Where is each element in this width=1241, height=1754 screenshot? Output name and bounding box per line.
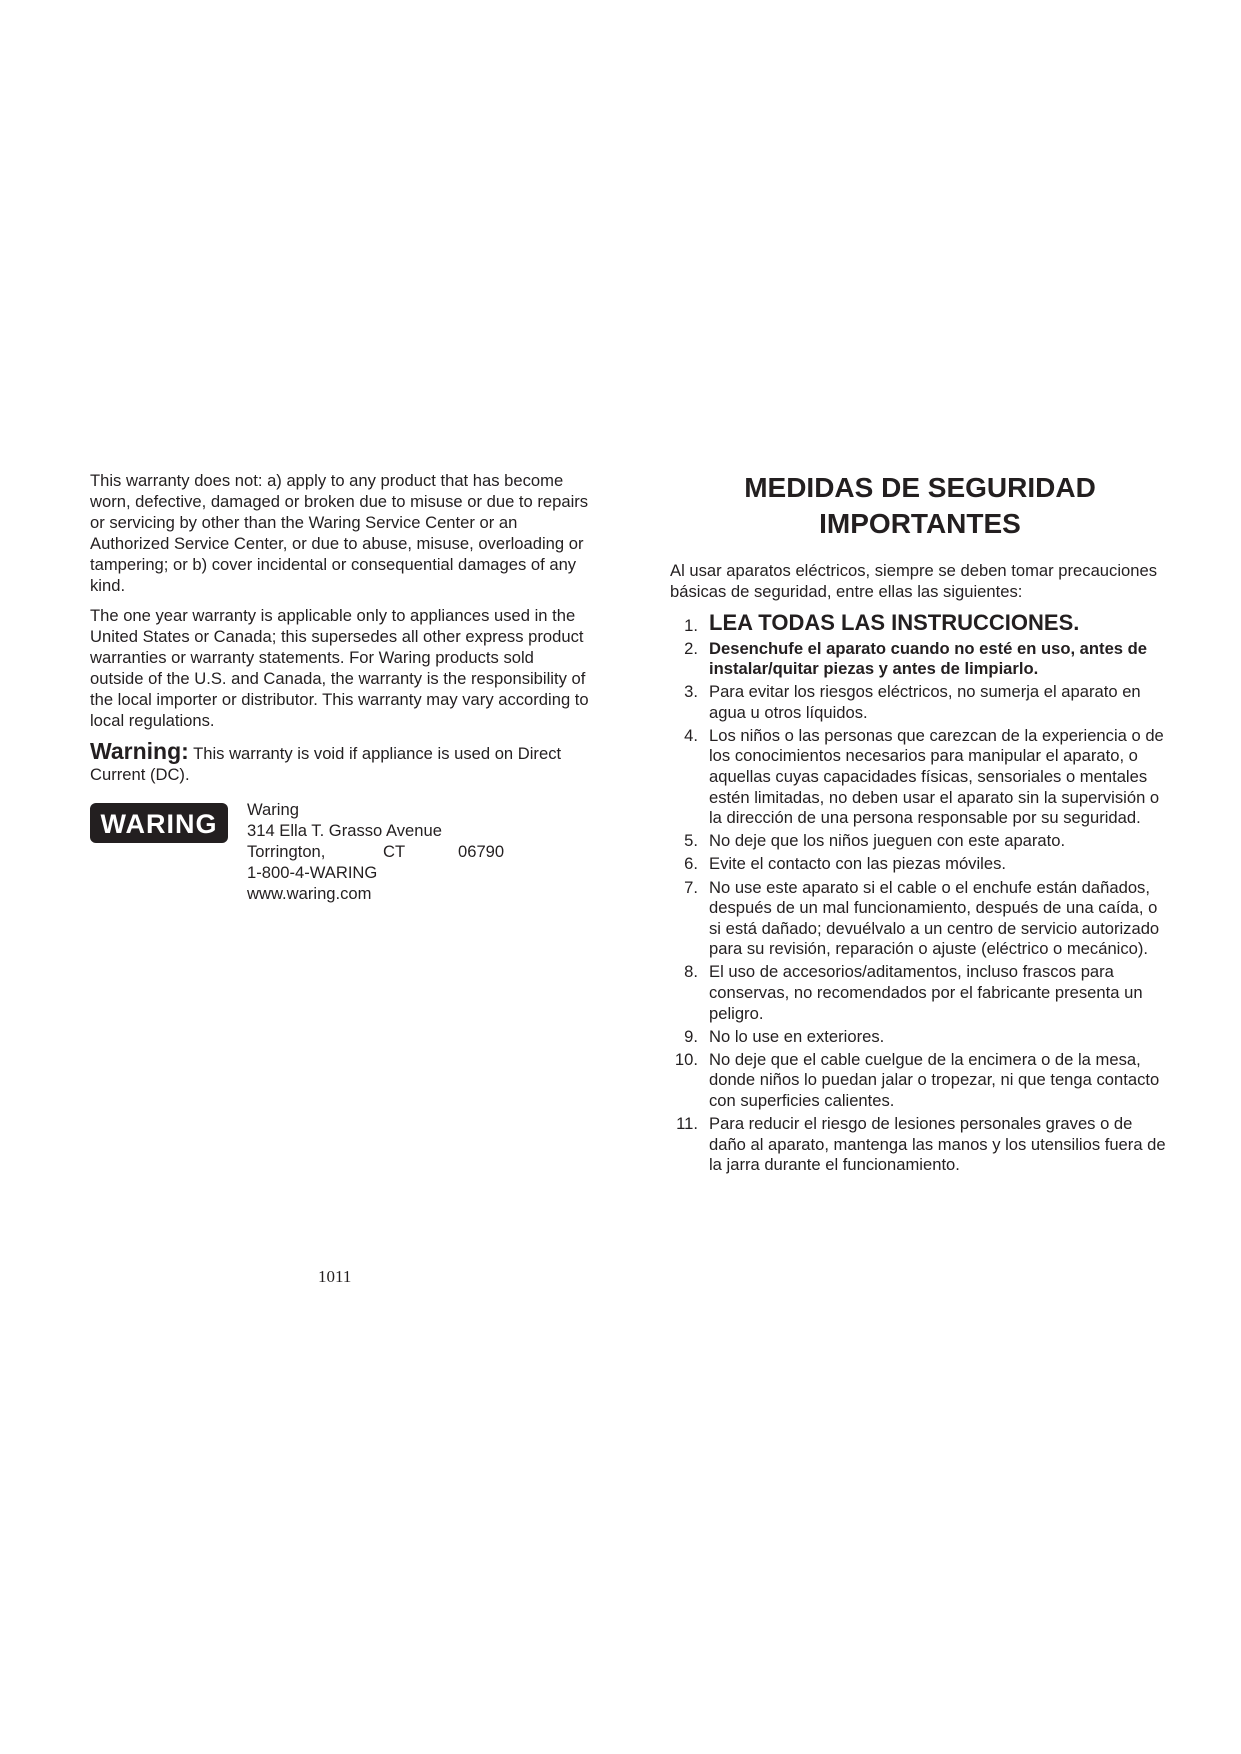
safety-item-text: Para evitar los riesgos eléctricos, no sumerja el aparato en agua u otros líquidos. <box>709 682 1141 722</box>
address-zip: 06790 <box>458 842 505 861</box>
safety-item <box>670 831 1170 852</box>
safety-item-text: No use este aparato si el cable o el enchufe están dañados, después de un mal funcionamiento, después de una caída, o si está dañado; devuélvalo a un centro de servicio autorizado para su revisión, reparación o ajuste (eléctrico o mecánico). <box>709 877 1160 959</box>
address-company: Waring <box>247 800 299 819</box>
safety-item-number: 2. <box>684 638 698 658</box>
safety-item-number: 11. <box>676 1114 698 1134</box>
safety-item-text: El uso de accesorios/aditamentos, incluso frascos para conservas, no recomendados por el fabricante presenta un peligro. <box>709 962 1143 1023</box>
warranty-exclusions-paragraph: This warranty does not: a) apply to any product that has become worn, defective, damaged or broken due to misuse or due to repairs or servicing by other than the Waring Service Center or an Authorized Service Center, or due to abuse, misuse, overloading or tampering; or b) cover incidental or consequential damages of any kind. <box>90 471 589 595</box>
address-city: Torrington, <box>247 842 326 861</box>
safety-title-line2: IMPORTANTES <box>819 508 1021 539</box>
safety-item-number: 10. <box>674 1049 698 1069</box>
warning-label: Warning: <box>90 738 189 764</box>
safety-item-number: 4. <box>684 725 698 745</box>
safety-item <box>670 854 1170 875</box>
contact-block <box>90 799 590 919</box>
warranty-region-paragraph: The one year warranty is applicable only to appliances used in the United States or Canada; this supersedes all other express product warranties or warranty statements. For Waring products sold outside of the U.S. and Canada, the warranty is the responsibility of the local importer or distributor. This warranty may vary according to local regulations. <box>90 606 589 730</box>
address-street: 314 Ella T. Grasso Avenue <box>247 821 442 840</box>
safety-item <box>670 878 1170 960</box>
address-state: CT <box>383 842 406 861</box>
warning-text: This warranty is void if appliance is used on Direct Current (DC). <box>90 744 562 784</box>
safety-item-number: 7. <box>684 877 698 897</box>
safety-title-line1: MEDIDAS DE SEGURIDAD <box>744 472 1096 503</box>
safety-list <box>670 610 1170 1176</box>
safety-item-text: LEA TODAS LAS INSTRUCCIONES. <box>709 610 1080 635</box>
safety-intro: Al usar aparatos eléctricos, siempre se deben tomar precauciones básicas de seguridad, entre ellas las siguientes: <box>670 561 1157 601</box>
safety-title <box>670 470 1170 542</box>
safety-item <box>670 1050 1170 1112</box>
page-number: 1011 <box>318 1267 352 1286</box>
address <box>247 799 504 904</box>
safety-item-number: 9. <box>684 1026 698 1046</box>
warranty-column <box>90 470 590 919</box>
safety-item-text: No lo use en exteriores. <box>709 1026 885 1046</box>
address-phone: 1-800-4-WARING <box>247 863 378 882</box>
safety-item <box>670 639 1170 680</box>
safety-item-text: Desenchufe el aparato cuando no esté en uso, antes de instalar/quitar piezas y antes de limpiarlo. <box>709 638 1148 679</box>
safety-item <box>670 610 1170 636</box>
safety-item-text: Evite el contacto con las piezas móviles. <box>709 854 1006 874</box>
waring-logo-text: WARING <box>100 809 218 839</box>
safety-item-text: No deje que el cable cuelgue de la encimera o de la mesa, donde niños lo puedan jalar o tropezar, ni que tenga contacto con superficies calientes. <box>709 1049 1160 1110</box>
safety-column <box>670 470 1170 1178</box>
address-city-line <box>247 841 504 862</box>
safety-item-text: Los niños o las personas que carezcan de la experiencia o de los conocimientos necesarios para manipular el aparato, o aquellas cuyas capacidades físicas, sensoriales o mentales estén limitadas, no deben usar el aparato sin la supervisión o la dirección de una persona responsable por su seguridad. <box>709 725 1164 828</box>
address-web: www.waring.com <box>247 884 372 903</box>
safety-item-number: 1. <box>684 616 698 635</box>
safety-item <box>670 1027 1170 1048</box>
warning-paragraph <box>90 738 590 785</box>
safety-item-number: 6. <box>684 854 698 874</box>
safety-item <box>670 962 1170 1024</box>
safety-item-text: No deje que los niños jueguen con este aparato. <box>709 831 1066 851</box>
safety-item-number: 3. <box>684 682 698 702</box>
safety-item <box>670 726 1170 829</box>
safety-item <box>670 682 1170 723</box>
waring-logo <box>90 803 228 843</box>
safety-item-number: 5. <box>684 831 698 851</box>
safety-item <box>670 1114 1170 1176</box>
safety-item-number: 8. <box>684 962 698 982</box>
safety-item-text: Para reducir el riesgo de lesiones personales graves o de daño al aparato, mantenga las manos y los utensilios fuera de la jarra durante el funcionamiento. <box>709 1114 1166 1175</box>
